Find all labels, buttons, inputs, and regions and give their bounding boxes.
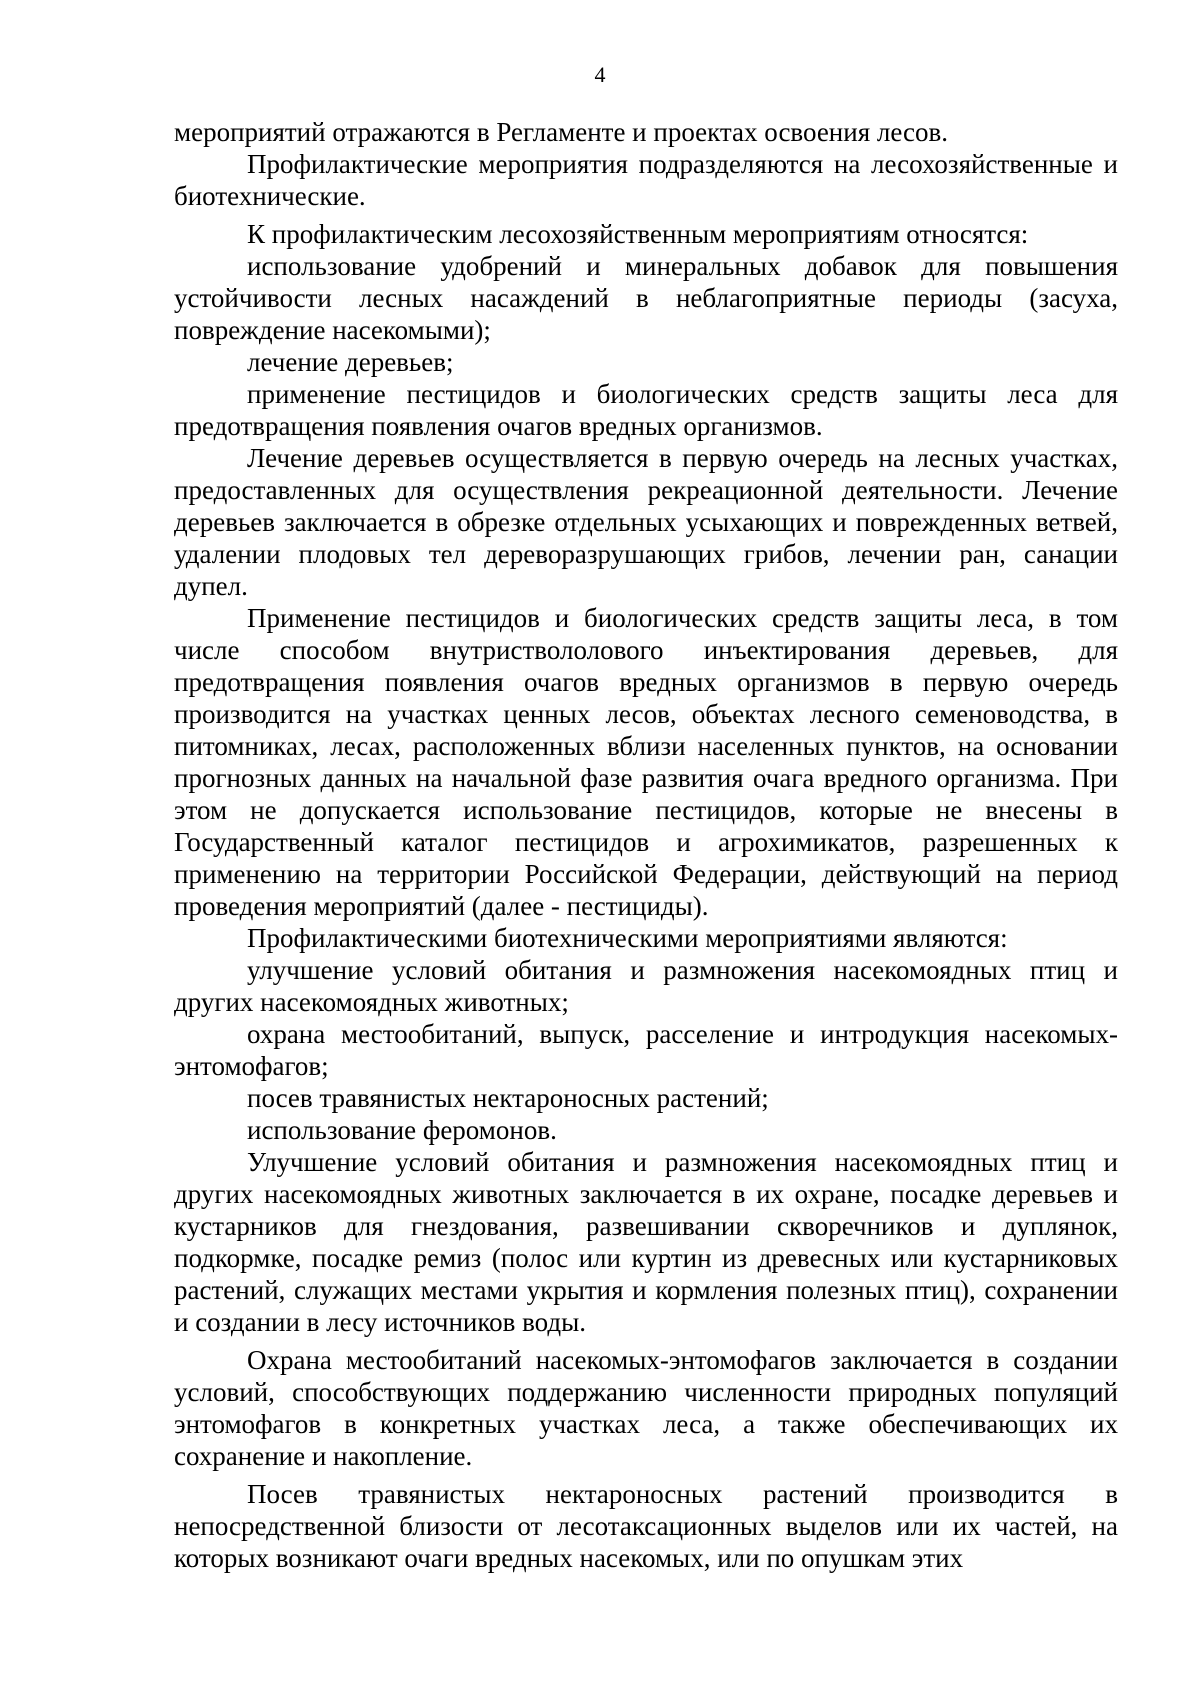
paragraph: Посев травянистых нектароносных растений производится в непосредственной близости от лесотаксационных выделов или их частей, на которых возникают очаги вредных насекомых, или по опушкам этих [174, 1479, 1118, 1573]
list-item: применение пестицидов и биологических средств защиты леса для предотвращения появления очагов вредных организмов. [174, 379, 1118, 441]
list-item: охрана местообитаний, выпуск, расселение и интродукция насекомых-энтомофагов; [174, 1019, 1118, 1081]
paragraph: Профилактические мероприятия подразделяются на лесохозяйственные и биотехнические. [174, 149, 1118, 211]
list-item: лечение деревьев; [247, 347, 454, 377]
paragraph: Применение пестицидов и биологических средств защиты леса, в том числе способом внутриствололового инъектирования деревьев, для предотвращения появления очагов вредных организмов в первую очередь производится на участках ценных лесов, объектах лесного семеноводства, в питомниках, лесах, расположенных вблизи населенных пунктов, на основании прогнозных данных на начальной фазе развития очага вредного организма. При этом не допускается использование пестицидов, которые не внесены в Государственный каталог пестицидов и агрохимикатов, разрешенных к применению на территории Российской Федерации, действующий на период проведения мероприятий (далее - пестициды). [174, 603, 1118, 921]
paragraph: мероприятий отражаются в Регламенте и проектах освоения лесов. [174, 117, 948, 147]
page-number: 4 [594, 62, 606, 87]
paragraph: Лечение деревьев осуществляется в первую очередь на лесных участках, предоставленных для осуществления рекреационной деятельности. Лечение деревьев заключается в обрезке отдельных усыхающих и поврежденных ветвей, удалении плодовых тел дереворазрушающих грибов, лечении ран, санации дупел. [174, 443, 1118, 601]
paragraph: Охрана местообитаний насекомых-энтомофагов заключается в создании условий, способствующих поддержанию численности природных популяций энтомофагов в конкретных участках леса, а также обеспечивающих их сохранение и накопление. [174, 1345, 1118, 1471]
list-item: использование удобрений и минеральных добавок для повышения устойчивости лесных насаждений в неблагоприятные периоды (засуха, повреждение насекомыми); [174, 251, 1118, 345]
paragraph: К профилактическим лесохозяйственным мероприятиям относятся: [247, 219, 1029, 249]
document-body [174, 116, 1118, 1574]
paragraph: Улучшение условий обитания и размножения насекомоядных птиц и других насекомоядных животных заключается в их охране, посадке деревьев и кустарников для гнездования, развешивании скворечников и дуплянок, подкормке, посадке ремиз (полос или куртин из древесных или кустарниковых растений, служащих местами укрытия и кормления полезных птиц), сохранении и создании в лесу источников воды. [174, 1147, 1118, 1337]
list-item: улучшение условий обитания и размножения насекомоядных птиц и других насекомоядных животных; [174, 955, 1118, 1017]
list-item: использование феромонов. [247, 1115, 557, 1145]
paragraph: Профилактическими биотехническими мероприятиями являются: [247, 923, 1008, 953]
list-item: посев травянистых нектароносных растений; [247, 1083, 769, 1113]
